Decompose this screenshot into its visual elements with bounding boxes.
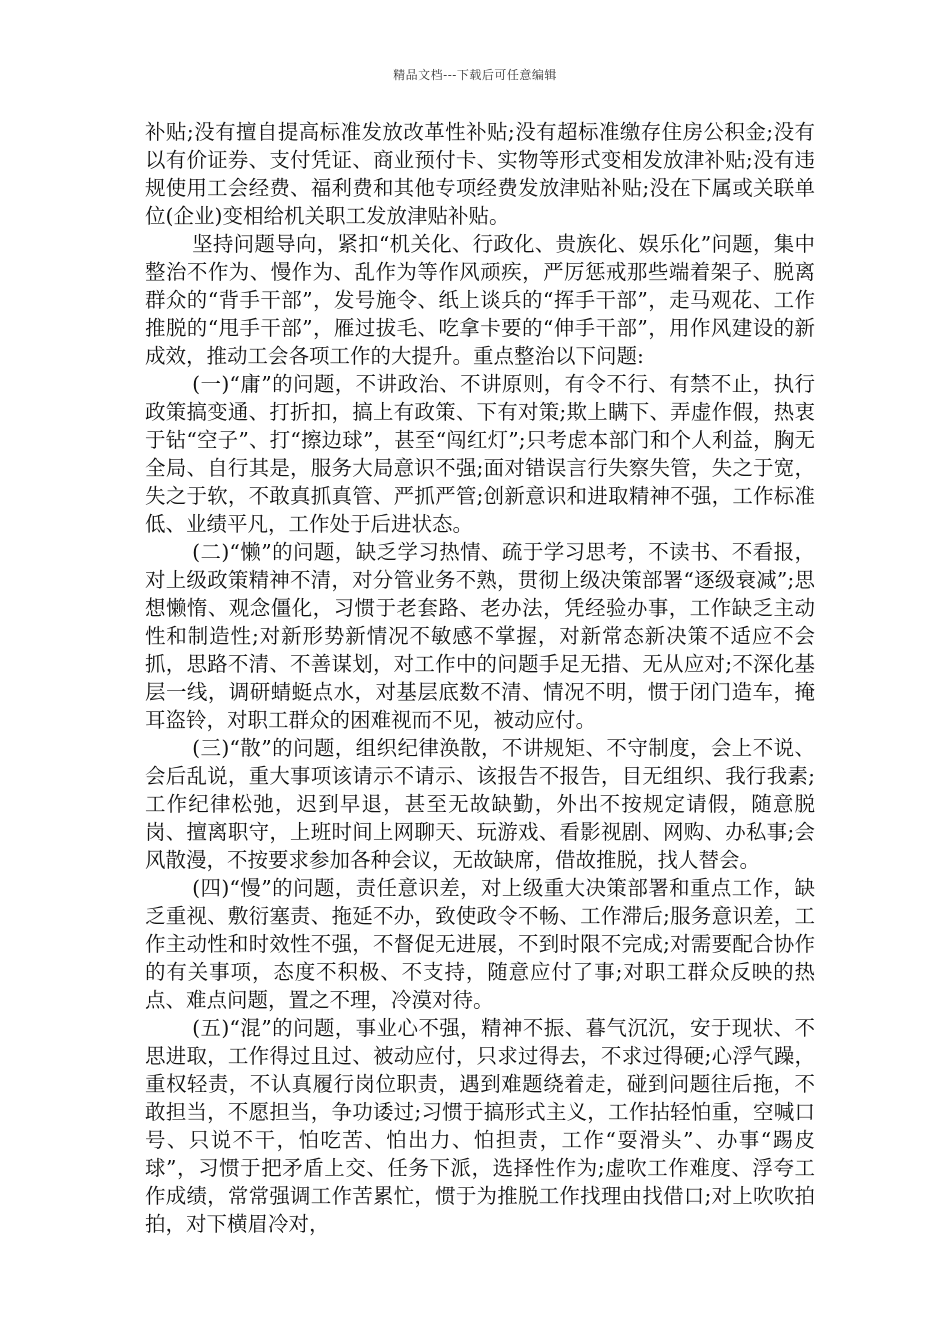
paragraph-item-3: (三)“散”的问题，组织纪律涣散，不讲规矩、不守制度，会上不说、会后乱说，重大事项该请示不请示、该报告不报告，目无组织、我行我素;工作纪律松弛，迟到早退，甚至无故缺勤，外出不按规定请假，随意脱岗、擅离职守，上班时间上网聊天、玩游戏、看影视剧、网购、办私事;会风散漫，不按要求参加各种会议，无故缺席，借故推脱，找人替会。 (145, 736, 815, 872)
paragraph-item-4: (四)“慢”的问题，责任意识差，对上级重大决策部署和重点工作，缺乏重视、敷衍塞责、拖延不办，致使政令不畅、工作滞后;服务意识差，工作主动性和时效性不强，不督促无进展，不到时限不完成;对需要配合协作的有关事项，态度不积极、不支持，随意应付了事;对职工群众反映的热点、难点问题，置之不理，冷漠对待。 (145, 876, 815, 1012)
paragraph-continuation: 补贴;没有擅自提高标准发放改革性补贴;没有超标准缴存住房公积金;没有以有价证券、支付凭证、商业预付卡、实物等形式变相发放津补贴;没有违规使用工会经费、福利费和其他专项经费发放津贴补贴;没在下属或关联单位(企业)变相给机关职工发放津贴补贴。 (145, 120, 815, 228)
paragraph-item-5: (五)“混”的问题，事业心不强，精神不振、暮气沉沉，安于现状、不思进取，工作得过且过、被动应付，只求过得去，不求过得硬;心浮气躁，重权轻责，不认真履行岗位职责，遇到难题绕着走，碰到问题往后拖，不敢担当，不愿担当，争功诿过;习惯于搞形式主义，工作拈轻怕重，空喊口号、只说不干，怕吃苦、怕出力、怕担责，工作“耍滑头”、办事“踢皮球”，习惯于把矛盾上交、任务下派，选择性作为;虚吹工作难度、浮夸工作成绩，常常强调工作苦累忙，惯于为推脱工作找理由找借口;对上吹吹拍拍，对下横眉冷对， (145, 1016, 815, 1236)
document-body (145, 118, 815, 1238)
page-header: 精品文档---下载后可任意编辑 (393, 68, 557, 82)
paragraph-item-1: (一)“庸”的问题，不讲政治、不讲原则，有令不行、有禁不止，执行政策搞变通、打折扣，搞上有政策、下有对策;欺上瞒下、弄虚作假，热衷于钻“空子”、打“擦边球”，甚至“闯红灯”;只考虑本部门和个人利益，胸无全局、自行其是，服务大局意识不强;面对错误言行失察失管，失之于宽，失之于软，不敢真抓真管、严抓严管;创新意识和进取精神不强，工作标准低、业绩平凡，工作处于后进状态。 (145, 372, 815, 536)
paragraph-intro: 坚持问题导向，紧扣“机关化、行政化、贵族化、娱乐化”问题，集中整治不作为、慢作为、乱作为等作风顽疾，严厉惩戒那些端着架子、脱离群众的“背手干部”，发号施令、纸上谈兵的“挥手干部”，走马观花、工作推脱的“甩手干部”，雁过拔毛、吃拿卡要的“伸手干部”，用作风建设的新成效，推动工会各项工作的大提升。重点整治以下问题: (145, 232, 815, 368)
paragraph-item-2: (二)“懒”的问题，缺乏学习热情、疏于学习思考，不读书、不看报，对上级政策精神不清，对分管业务不熟，贯彻上级决策部署“逐级衰减”;思想懒惰、观念僵化，习惯于老套路、老办法，凭经验办事，工作缺乏主动性和制造性;对新形势新情况不敏感不掌握，对新常态新决策不适应不会抓，思路不清、不善谋划，对工作中的问题手足无措、无从应对;不深化基层一线，调研蜻蜓点水，对基层底数不清、情况不明，惯于闭门造车，掩耳盗铃，对职工群众的困难视而不见，被动应付。 (145, 540, 815, 732)
